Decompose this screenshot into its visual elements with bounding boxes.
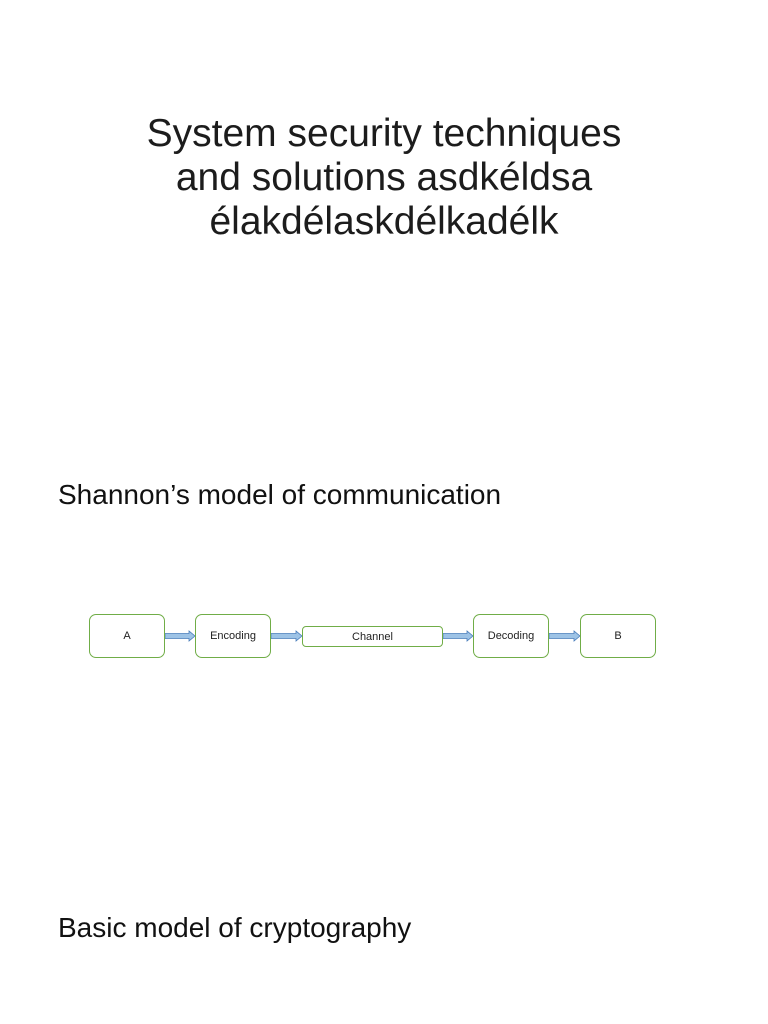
shannon-model-heading: Shannon’s model of communication xyxy=(58,479,502,510)
arrow-channel-to-decoding xyxy=(443,631,473,641)
slide-title-line-2: and solutions asdkéldsa xyxy=(175,156,593,199)
arrow-a-to-encoding xyxy=(165,631,195,641)
slide-title-line-3: élakdélaskdélkadélk xyxy=(209,200,559,243)
slide-title xyxy=(84,112,684,244)
arrow-decoding-to-b xyxy=(549,631,580,641)
slide-title-line-1: System security techniques xyxy=(146,112,622,155)
cryptography-model-heading: Basic model of cryptography xyxy=(58,912,412,943)
node-encoding: Encoding xyxy=(195,614,271,658)
arrow-encoding-to-channel xyxy=(271,631,302,641)
node-b: B xyxy=(580,614,656,658)
node-a: A xyxy=(89,614,165,658)
node-channel: Channel xyxy=(302,626,443,647)
node-decoding: Decoding xyxy=(473,614,549,658)
